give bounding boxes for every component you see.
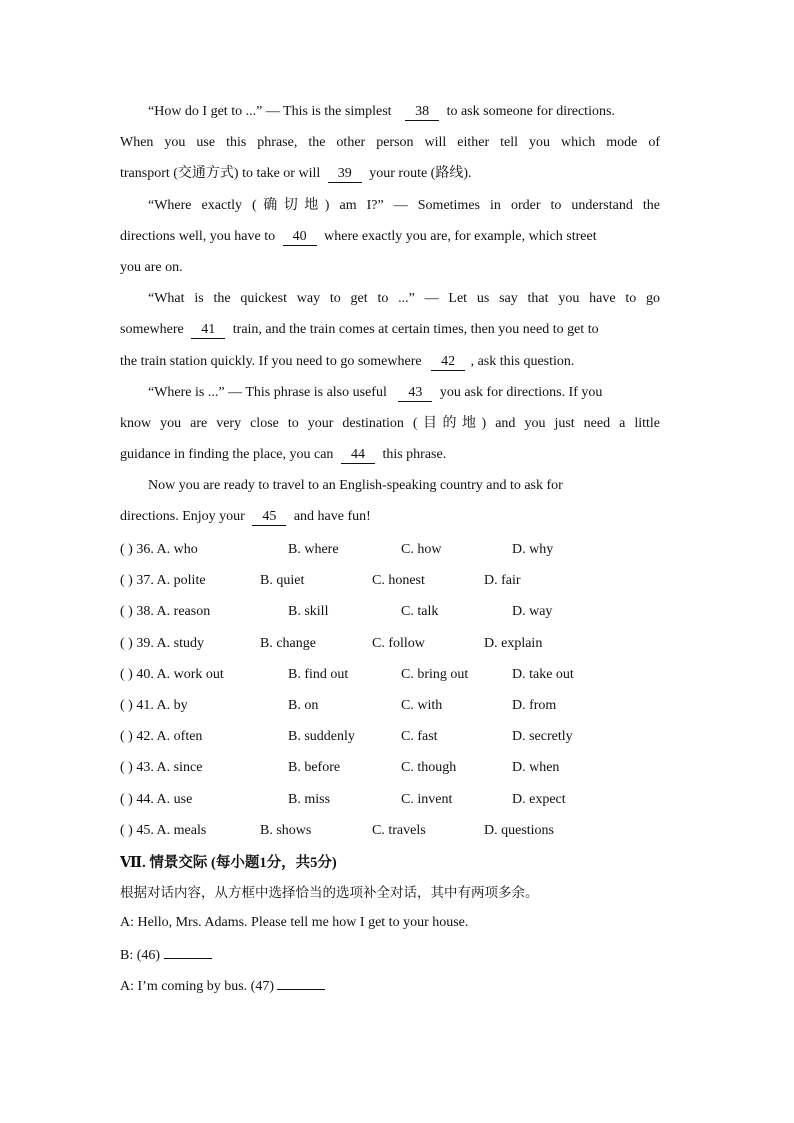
blank-39: 39 — [328, 166, 362, 183]
passage-line: When you use this phrase, the other person will either tell you which mode of — [120, 135, 660, 151]
question-row: ( ) 40. A. work out B. find out C. bring out D. take out — [120, 666, 574, 682]
blank-40: 40 — [283, 229, 317, 246]
question-row: ( ) 42. A. often B. suddenly C. fast D. secretly — [120, 729, 573, 745]
passage-line: somewhere 41 train, and the train comes at certain times, then you need to get to — [120, 322, 599, 338]
question-row: ( ) 39. A. study B. change C. follow D. explain — [120, 635, 543, 651]
dialogue-line: B: (46) — [120, 946, 212, 964]
blank-38: 38 — [405, 104, 439, 121]
passage-line: directions. Enjoy your 45 and have fun! — [120, 509, 371, 525]
question-row: ( ) 37. A. polite B. quiet C. honest D. fair — [120, 573, 521, 589]
passage-line: “Where exactly (确切地) am I?” — Sometimes in order to understand the — [148, 197, 660, 213]
question-row: ( ) 45. A. meals B. shows C. travels D. questions — [120, 822, 554, 838]
passage-line: know you are very close to your destination (目的地) and you just need a little — [120, 415, 660, 431]
blank-41: 41 — [191, 322, 225, 339]
question-row: ( ) 41. A. by B. on C. with D. from — [120, 697, 557, 713]
question-row: ( ) 44. A. use B. miss C. invent D. expect — [120, 791, 566, 807]
question-row: ( ) 36. A. who B. where C. how D. why — [120, 542, 554, 557]
blank-43: 43 — [398, 385, 432, 402]
passage-line: “Where is ...” — This phrase is also useful 43 you ask for directions. If you — [148, 384, 603, 400]
passage — [120, 96, 660, 533]
question-row: ( ) 43. A. since B. before C. though D. when — [120, 760, 560, 776]
answer-blank-47[interactable] — [277, 977, 325, 990]
passage-line: guidance in finding the place, you can 44 this phrase. — [120, 447, 447, 463]
question-row: ( ) 38. A. reason B. skill C. talk D. way — [120, 604, 553, 620]
dialogue-line: A: I’m coming by bus. (47) — [120, 977, 325, 995]
section-instruction: 根据对话内容，从方框中选择恰当的选项补全对话，其中有两项多余。 — [120, 885, 539, 901]
passage-line: “What is the quickest way to get to ...” — Let us say that you have to go — [148, 291, 660, 307]
passage-line: you are on. — [120, 259, 183, 275]
passage-line: the train station quickly. If you need to go somewhere 42 , ask this question. — [120, 353, 575, 369]
blank-44: 44 — [341, 447, 375, 464]
blank-45: 45 — [252, 509, 286, 526]
blank-42: 42 — [431, 354, 465, 371]
passage-line: transport (交通方式) to take or will 39 your route (路线). — [120, 166, 472, 182]
passage-line: directions well, you have to 40 where exactly you are, for example, which street — [120, 228, 597, 244]
section-heading: Ⅶ. 情景交际 (每小题1分，共5分) — [120, 855, 337, 871]
dialogue-line: A: Hello, Mrs. Adams. Please tell me how I get to your house. — [120, 915, 469, 930]
question-list — [120, 534, 680, 846]
passage-line: Now you are ready to travel to an English-speaking country and to ask for — [148, 478, 563, 494]
answer-blank-46[interactable] — [164, 946, 212, 959]
passage-line: “How do I get to ...” — This is the simplest 38 to ask someone for directions. — [148, 104, 615, 119]
